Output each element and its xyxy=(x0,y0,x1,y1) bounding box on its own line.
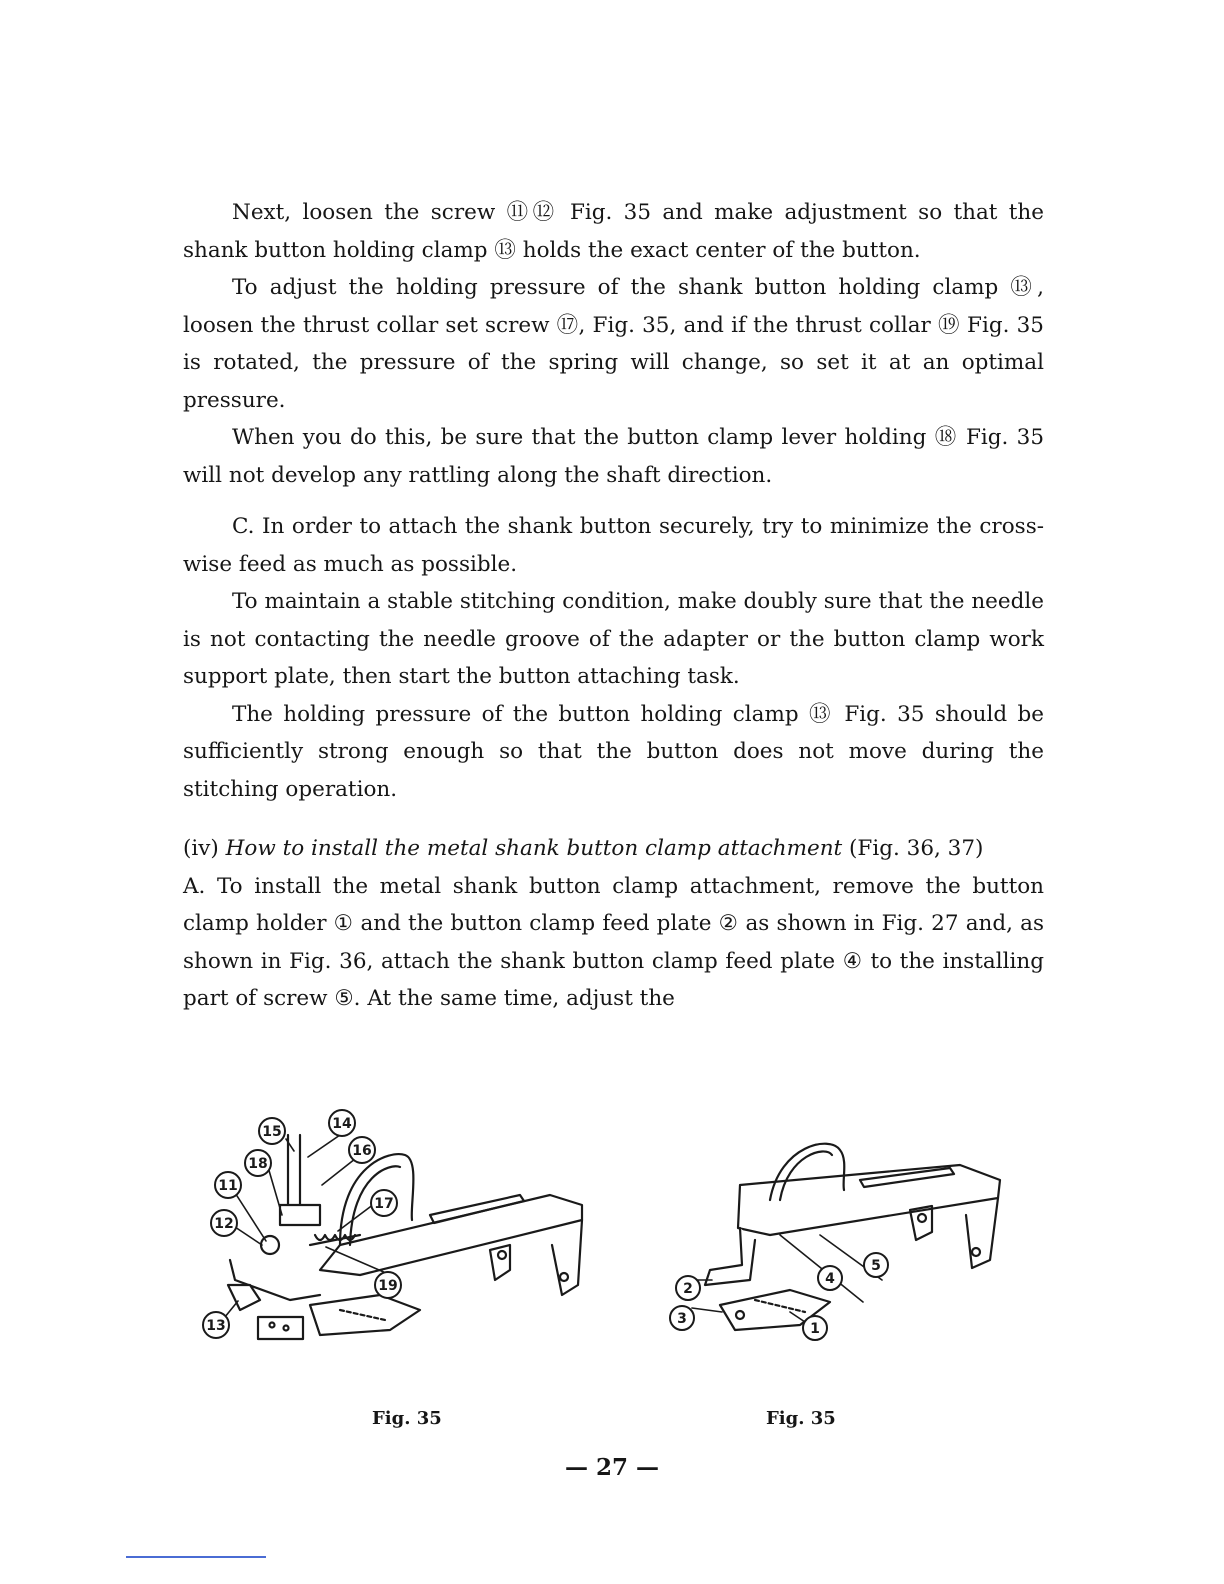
callout-19: 19 xyxy=(378,1278,398,1294)
section-title: How to install the metal shank button clamp attachment xyxy=(225,836,843,861)
paragraph-screw-adjustment: Next, loosen the screw ⑪⑫ Fig. 35 and make adjustment so that the shank button holding clamp ⑬ holds the exact center of the button. xyxy=(183,200,1044,263)
scan-edge-line xyxy=(126,1556,266,1558)
section-number: (iv) xyxy=(183,836,219,861)
callout-17: 17 xyxy=(374,1196,394,1212)
callout-3: 3 xyxy=(677,1311,687,1327)
callout-13: 13 xyxy=(206,1318,226,1334)
callout-2: 2 xyxy=(683,1281,693,1297)
callout-11: 11 xyxy=(218,1178,238,1194)
section-heading xyxy=(183,830,1044,868)
callout-4: 4 xyxy=(825,1271,835,1287)
callout-18: 18 xyxy=(248,1156,268,1172)
figure-36-illustration xyxy=(660,1140,1020,1360)
page-number: — 27 — xyxy=(564,1454,660,1481)
figure-36-caption: Fig. 35 xyxy=(766,1408,836,1429)
paragraph-stable-stitching: To maintain a stable stitching condition, make doubly sure that the needle is not contacting the needle groove of the adapter or the button clamp work support plate, then start the button attaching task. xyxy=(183,589,1044,689)
callout-15: 15 xyxy=(262,1124,282,1140)
section-figref: (Fig. 36, 37) xyxy=(849,836,984,861)
figure-35-caption: Fig. 35 xyxy=(372,1408,442,1429)
callout-14: 14 xyxy=(332,1116,352,1132)
callout-12: 12 xyxy=(214,1216,234,1232)
paragraph-holding-pressure: To adjust the holding pressure of the shank button holding clamp ⑬, loosen the thrust collar set screw ⑰, Fig. 35, and if the thrust collar ⑲ Fig. 35 is rotated, the pressure of the spring will change, so set it at an optimal pressure. xyxy=(183,275,1044,413)
callout-5: 5 xyxy=(871,1258,881,1274)
paragraph-install-step-a: A. To install the metal shank button clamp attachment, remove the button clamp holder ① and the button clamp feed plate ② as shown in Fig. 27 and, as shown in Fig. 36, attach the shank button clamp feed plate ④ to the installing part of screw ⑤. At the same time, adjust the xyxy=(183,873,1044,1011)
callout-16: 16 xyxy=(352,1143,372,1159)
paragraph-clamp-strength: The holding pressure of the button holding clamp ⑬ Fig. 35 should be sufficiently strong enough so that the button does not move during the stitching operation. xyxy=(183,701,1044,802)
paragraph-crosswise-feed: C. In order to attach the shank button securely, try to minimize the cross-wise feed as much as possible. xyxy=(183,514,1044,577)
figure-35-illustration xyxy=(190,1095,590,1375)
body-text xyxy=(183,194,1044,1018)
paragraph-rattling: When you do this, be sure that the button clamp lever holding ⑱ Fig. 35 will not develop any rattling along the shaft direction. xyxy=(183,425,1044,488)
callout-1: 1 xyxy=(810,1321,820,1337)
